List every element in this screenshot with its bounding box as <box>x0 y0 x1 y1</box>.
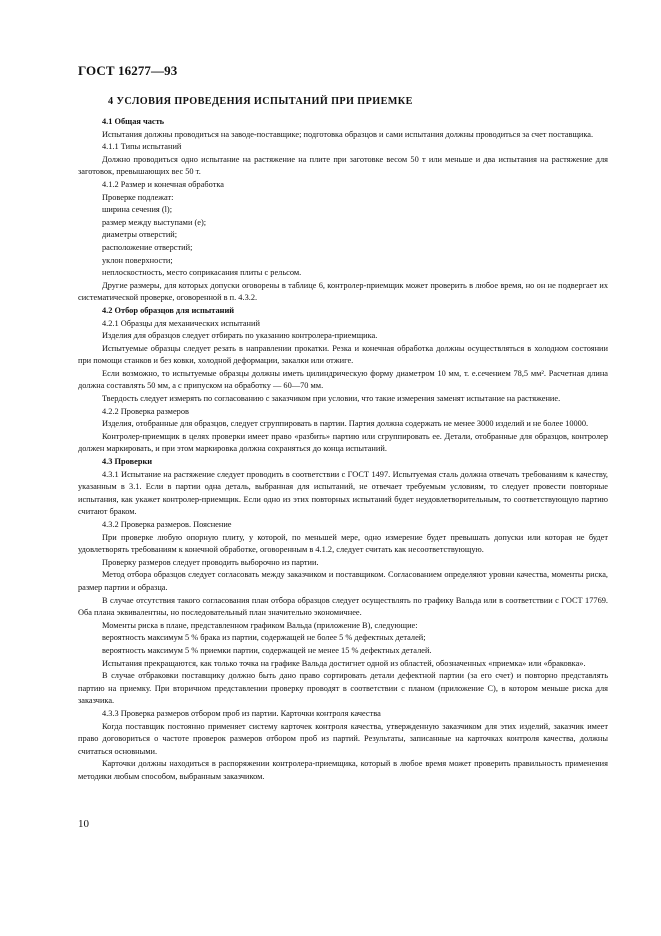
paragraph: Должно проводиться одно испытание на растяжение на плите при заготовке весом 50 т или меньше и два испытания на растяжение для заготовок, превышающих вес 50 т. <box>78 154 608 177</box>
document-body <box>78 116 608 783</box>
paragraph: ширина сечения (l); <box>102 205 173 215</box>
paragraph: Проверке подлежат: <box>102 192 174 202</box>
paragraph: Изделия, отобранные для образцов, следует сгруппировать в партии. Партия должна содержать не менее 3000 изделий и не более 10000. <box>102 419 589 429</box>
paragraph: уклон поверхности; <box>102 255 173 265</box>
paragraph: Изделия для образцов следует отбирать по указанию контролера-приемщика. <box>102 331 378 341</box>
paragraph: 4.1.2 Размер и конечная обработка <box>102 179 225 189</box>
paragraph: Когда поставщик постоянно применяет систему карточек контроля качества, утвержденную заказчиком для этих изделий, заказчик имеет право договориться о частоте проверок размеров отбором проб из партий. Результаты, записанные на карточках контроля качества, должны считаться основными. <box>78 721 608 756</box>
paragraph: вероятность максимум 5 % приемки партии, содержащей не менее 15 % дефектных деталей. <box>102 645 432 655</box>
paragraph: Испытуемые образцы следует резать в направлении прокатки. Резка и конечная обработка должны осуществляться в холодном состоянии при помощи станков и без ковки, холодной деформации, закалки или отжиге. <box>78 343 608 366</box>
paragraph: 4.3.3 Проверка размеров отбором проб из партии. Карточки контроля качества <box>102 708 381 718</box>
paragraph: Твердость следует измерять по согласованию с заказчиком при условии, что такие измерения заменят испытание на растяжение. <box>102 394 561 404</box>
paragraph: В случае отбраковки поставщику должно быть дано право сортировать детали дефектной партии (за его счет) и повторно представлять партию на приемку. При вторичном представлении проверку проводят в соответствии с планом (приложение С), в котором меньше риска для заказчика. <box>78 671 608 706</box>
paragraph: В случае отсутствия такого согласования план отбора образцов следует осуществлять по графику Вальда или в соответствии с ГОСТ 17769. Оба плана эквивалентны, но последовательный план значительно экономичнее. <box>78 595 608 618</box>
paragraph: Контролер-приемщик в целях проверки имеет право «разбить» партию или сгруппировать ее. Детали, отобранные для образцов, контролер должен маркировать, и при этом маркировка должна сохраняться до конца испытаний. <box>78 431 608 454</box>
page-number: 10 <box>78 818 89 830</box>
paragraph: Испытания должны проводиться на заводе-поставщике; подготовка образцов и сами испытания должны проводиться за счет поставщика. <box>102 129 594 139</box>
paragraph: 4.3.1 Испытание на растяжение следует проводить в соответствии с ГОСТ 1497. Испытуемая сталь должна отвечать требованиям к качеству, указанным в 3.1. Если в партии одна деталь, выбранная для испытаний, не отвечает требуемым условиям, то следует провести повторные испытания, как укажет контролер-приемщик. Если одно из этих повторных испытаний будет неудовлетворительным, то соответствующую партию считают браком. <box>78 469 608 517</box>
subsection-heading: 4.1 Общая часть <box>102 117 165 126</box>
paragraph: диаметры отверстий; <box>102 230 178 240</box>
paragraph: Испытания прекращаются, как только точка на графике Вальда достигнет одной из областей, обозначенных «приемка» или «браковка». <box>102 658 586 668</box>
paragraph: Метод отбора образцов следует согласовать между заказчиком и поставщиком. Согласованием определяют уровни качества, моменты риска, размер партии и образца. <box>78 570 608 592</box>
paragraph: Карточки должны находиться в распоряжении контролера-приемщика, который в любое время может проверить правильность применения методики любым способом, выбранным заказчиком. <box>78 759 608 781</box>
subsection-heading: 4.3 Проверки <box>102 457 153 467</box>
paragraph: 4.2.1 Образцы для механических испытаний <box>102 318 260 328</box>
paragraph: Проверку размеров следует проводить выборочно из партии. <box>102 557 319 567</box>
paragraph: Если возможно, то испытуемые образцы должны иметь цилиндрическую форму диаметром 10 мм, т. е.сечением 78,5 мм². Расчетная длина должна составлять 50 мм, а с припуском на обработку — 60—70 мм. <box>78 368 608 391</box>
subsection-heading: 4.2 Отбор образцов для испытаний <box>102 305 235 315</box>
paragraph: неплоскостность, место соприкасания плиты с рельсом. <box>102 268 302 278</box>
paragraph: 4.3.2 Проверка размеров. Пояснение <box>102 520 232 529</box>
paragraph: 4.1.1 Типы испытаний <box>102 142 182 152</box>
paragraph: При проверке любую опорную плиту, у которой, по меньшей мере, одно измерение будет превышать допуски или которая не будет удовлетворять требованиям к конечной обработке, оговоренным в 4.1.2, следует считать как несоответствующую. <box>78 532 608 555</box>
paragraph: вероятность максимум 5 % брака из партии, содержащей не более 5 % дефектных деталей; <box>102 633 426 643</box>
paragraph: Другие размеры, для которых допуски оговорены в таблице 6, контролер-приемщик может проверить в любое время, но он не подвергает их систематической проверке, оговоренной в п. 4.3.2. <box>78 280 608 303</box>
paragraph: размер между выступами (e); <box>102 217 207 227</box>
paragraph: 4.2.2 Проверка размеров <box>102 406 189 416</box>
paragraph: расположение отверстий; <box>102 242 193 252</box>
document-header: ГОСТ 16277—93 <box>78 63 178 78</box>
paragraph: Моменты риска в плане, представленном графиком Вальда (приложение В), следующие: <box>102 620 418 630</box>
section-title: 4 УСЛОВИЯ ПРОВЕДЕНИЯ ИСПЫТАНИЙ ПРИ ПРИЕМКЕ <box>108 96 413 107</box>
